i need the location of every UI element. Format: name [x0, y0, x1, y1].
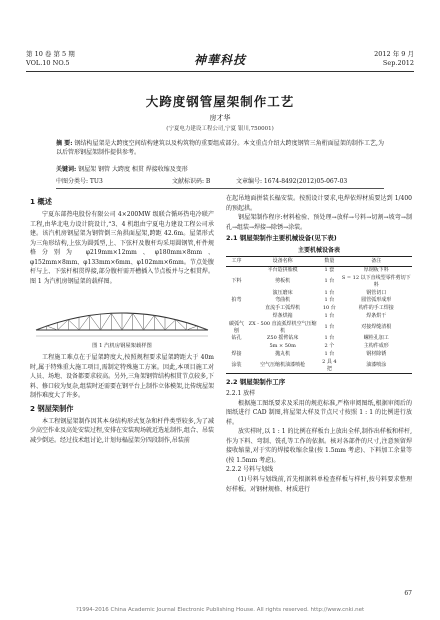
table-cell: 1 套 [324, 267, 335, 274]
table-cell: 钢管切口 [366, 289, 387, 296]
table-cell: 焊接 [231, 351, 242, 358]
keywords-text: 钢屋架 钢管 大跨度 相贯 焊接收缩及变形 [78, 166, 188, 173]
table-row [226, 343, 412, 351]
section-2-heading: 2 钢屋架制作 [30, 403, 74, 413]
table-cell: 1 台 [324, 351, 335, 358]
section-2-2-heading: 2.2 钢屋架制作工序 [226, 377, 286, 386]
truss-diagonal-member [90, 315, 101, 330]
table-cell: 构件的手工焊接 [358, 305, 394, 312]
table-cell: 拍弯 [231, 297, 242, 304]
table-row [226, 313, 412, 321]
truss-diagonal-member [187, 326, 198, 330]
table-cell: 2 个 [324, 343, 335, 350]
section-1-para-2: 工程施工难点在于屋架跨度大,按照规程要求屋架跨距大于 40m 时,属于特殊重大施工项目,需制定特殊施工方案。因此,本项目施工对人员、场地、设备都要求较高。另外,三角架钢管结构相贯节点较多,下料、修口较为复杂,组装时还需要在钢平台上制作立体模架,比传统屋架制作难度大了许多。 [30, 354, 214, 399]
section-2-2-1-heading: 2.2.1 放样 [226, 389, 256, 397]
left-column [30, 194, 214, 445]
table-cell: 对接焊缝清根 [361, 324, 392, 331]
table-cell: 2 具 4 把 [318, 358, 340, 373]
figure-1 [30, 290, 214, 340]
table-cell: 1 台 [324, 297, 335, 304]
article-affiliation: (宁夏电力建设工程公司,宁夏 银川,750001) [166, 126, 274, 132]
table-cell [226, 266, 247, 274]
abstract-label: 摘 要: [56, 140, 73, 147]
table-cell: 弯曲机 [275, 297, 291, 304]
table-cell [226, 289, 247, 297]
classification-row [56, 177, 384, 189]
table-cell [226, 313, 247, 321]
table-cell: 焊条烘箱 [272, 313, 293, 320]
date-block [374, 50, 414, 68]
table-cell: 下料 [231, 278, 242, 285]
section-2-2-1-para-1: 根据施工图纸要求及采用的规范标准,严格审阅图纸,根据审阅后的图纸进行 CAD 制图,将屋架大样及节点尺寸按照 1 : 1 的比例进行放样。 [226, 399, 412, 426]
section-2-1-heading: 2.1 钢屋架制作主要机械设备(见下表) [226, 234, 337, 242]
table-row [226, 358, 412, 373]
truss-diagonal-member [165, 320, 176, 330]
abstract-text: 钢结构屋架是大跨度空间结构建筑以及构筑物的重要组成部分。本文重点介绍大跨度钢管三角桁面屋架的制作工艺,为以后管形钢屋架制作提供参考。 [56, 140, 384, 156]
table-cell: 抛丸机 [275, 351, 291, 358]
table-cell: 螺栓孔加工 [363, 335, 389, 342]
section-2-2-1-para-2: 放实样时,以 1 : 1 的比例在样板台上放出全样,制作出样板和样杆,作为下料、弯制、铣孔等工作的依据。核对各部件的尺寸,注意预留焊接收缩量,对于实的焊接收缩余量(按 1.5mm 考虑)、下料加工余量等(按 1.5mm 考虑)。 [226, 428, 412, 464]
table-row [226, 266, 412, 274]
table-cell: S = 12 以下直线型零件剪切下料 [341, 275, 411, 288]
truss-diagram [30, 290, 214, 340]
running-header [26, 50, 414, 72]
table-body [226, 266, 412, 373]
table-cell: 演压磨床 [272, 289, 293, 296]
table-header-cell: 设备名称 [247, 257, 318, 267]
table-cell: 1 台 [324, 324, 335, 331]
table-row [226, 289, 412, 297]
truss-diagonal-member [197, 326, 208, 330]
truss-diagonal-member [154, 315, 165, 330]
issue-en: VOL.10 NO.5 [26, 59, 70, 67]
table-cell: 1 台 [324, 278, 335, 285]
table-cell: 1 台 [324, 335, 335, 342]
table-cell: 平台造拼胎模 [267, 267, 298, 274]
page-number: 67 [404, 590, 412, 597]
clc-number: 中图分类号: TU3 [56, 178, 103, 185]
table-cell: 厚钢板下料 [363, 267, 389, 274]
doc-code: 文献标识码: B [172, 178, 211, 185]
truss-diagonal-member [133, 313, 144, 330]
table-cell: 剪板机 [275, 278, 291, 285]
table-cell [226, 343, 247, 351]
truss-diagonal-member [68, 320, 79, 330]
truss-diagonal-member [111, 313, 122, 330]
table-cell: 10 台 [322, 305, 336, 312]
date-cn: 2012 年 9 月 [374, 50, 414, 58]
table-row [226, 335, 412, 343]
article-number: 文章编号: 1674-8492(2012)05-067-03 [236, 178, 348, 185]
table-cell: 焊条烘干 [366, 313, 387, 320]
figure-1-caption: 图 1 汽机房钢屋架载样图 [92, 343, 152, 349]
keywords [56, 165, 384, 174]
article-author: 房才华 [209, 114, 231, 122]
date-en: Sep.2012 [382, 59, 414, 67]
table-cell: 油漆喷涂 [340, 358, 412, 373]
table-cell [226, 305, 247, 313]
right-column [226, 194, 412, 494]
table-cell: 涂装 [226, 358, 247, 373]
table-cell: 钢材除锈 [366, 351, 387, 358]
table-cell: 碳弧气刨 [229, 320, 245, 334]
section-2-para-1: 本工程钢屋架制作因其本身结构形式复杂和杆件类型较多,为了减少高空作业及高处安装过程,安排在安装现场就近选址制作,组合、吊装减少倒运。经过技术组讨论,计划每榀屋架分四段制作,吊装前 [30, 417, 214, 444]
table-header-row [226, 257, 412, 267]
table-row [226, 275, 412, 290]
equipment-table [226, 256, 412, 374]
section-2-2-2-heading: 2.2.2 号料与划线 [226, 466, 274, 474]
table-row [226, 320, 412, 335]
table-cell: 1 台 [324, 313, 335, 320]
table-cell: 主构件成形 [363, 343, 389, 350]
truss-diagonal-member [144, 315, 155, 330]
copyright-footer: ?1994-2016 China Academic Journal Electronic Publishing House. All rights reserved. http://www.cnki.net [75, 607, 365, 613]
article-title: 大跨度钢管屋架制作工艺 [145, 94, 295, 109]
table-row [226, 305, 412, 313]
truss-diagonal-member [36, 326, 47, 330]
table-cell: 钻孔 [231, 335, 242, 342]
truss-diagonal-member [47, 326, 58, 330]
table-cell: 1 台 [324, 289, 335, 296]
section-2-2-2-para-1: (1)号料与划线前,首先根据料单检查样板与样杆,按号料要求整理好样板。对钢材规格、材质进行 [226, 476, 412, 493]
table-row [226, 351, 412, 359]
table-cell: 直流手工弧焊机 [265, 305, 301, 312]
section-1-para-1: 宁夏东部热电股份有限公司 4×200MW 级联合循环热电冷联产工程,由华北电力设计院设计,“3、4 机组由宁夏电力建设工程公司承建。该汽机房钢屋架为钢管倒三角拱面屋架,跨距 42.6m。屋架形式为三角形结构,上弦为圆弧型,上、下弦杆及腹杆均采用圆钢管,杆件规格分别为 φ219mm×12mm、φ180mm×8mm、φ152mm×8mm、φ133mm×6mm、φ102mm×6mm。节点处腹杆与上、下弦杆相贯焊接,部分腹杆需开槽插入节点板并与之相贯焊。图 1 为汽机房钢屋架的载样图。 [30, 211, 214, 285]
table-cell: 空气压缩机油漆喷枪 [247, 358, 318, 373]
table-header-cell: 备注 [340, 257, 412, 267]
abstract [56, 139, 384, 157]
table-header-cell: 数量 [318, 257, 340, 267]
table-row [226, 297, 412, 305]
process-flow: 钢屋架制作程序:材料检验、预处理→放样→号料→切割→坡弯→制孔→组装→焊接→除锈→涂装。 [226, 214, 412, 231]
continued-para: 在起吊地面拼装长榀安装。按照设计要求,电焊依焊材质要达到 1/400 的预起拱。 [226, 195, 412, 212]
table-cell: 圆管弧形成形 [361, 297, 392, 304]
journal-name: 神華科技 [193, 53, 246, 67]
table-cell: 5m × 50m [269, 343, 296, 350]
truss-diagonal-member [122, 313, 133, 330]
issue-cn: 第 10 卷 第 5 期 [26, 50, 75, 58]
table-cell: ZX - 500 直流弧焊机空气压缩机 [248, 320, 317, 334]
table-cell: Z50 摇臂钻床 [266, 335, 299, 342]
truss-diagonal-member [101, 313, 112, 330]
keywords-label: 关键词: [56, 166, 77, 173]
section-1-heading: 1 概述 [30, 197, 52, 206]
truss-diagonal-member [79, 315, 90, 330]
table-caption: 主要机械设备表 [297, 247, 340, 254]
table-header-cell: 工序 [226, 257, 247, 267]
